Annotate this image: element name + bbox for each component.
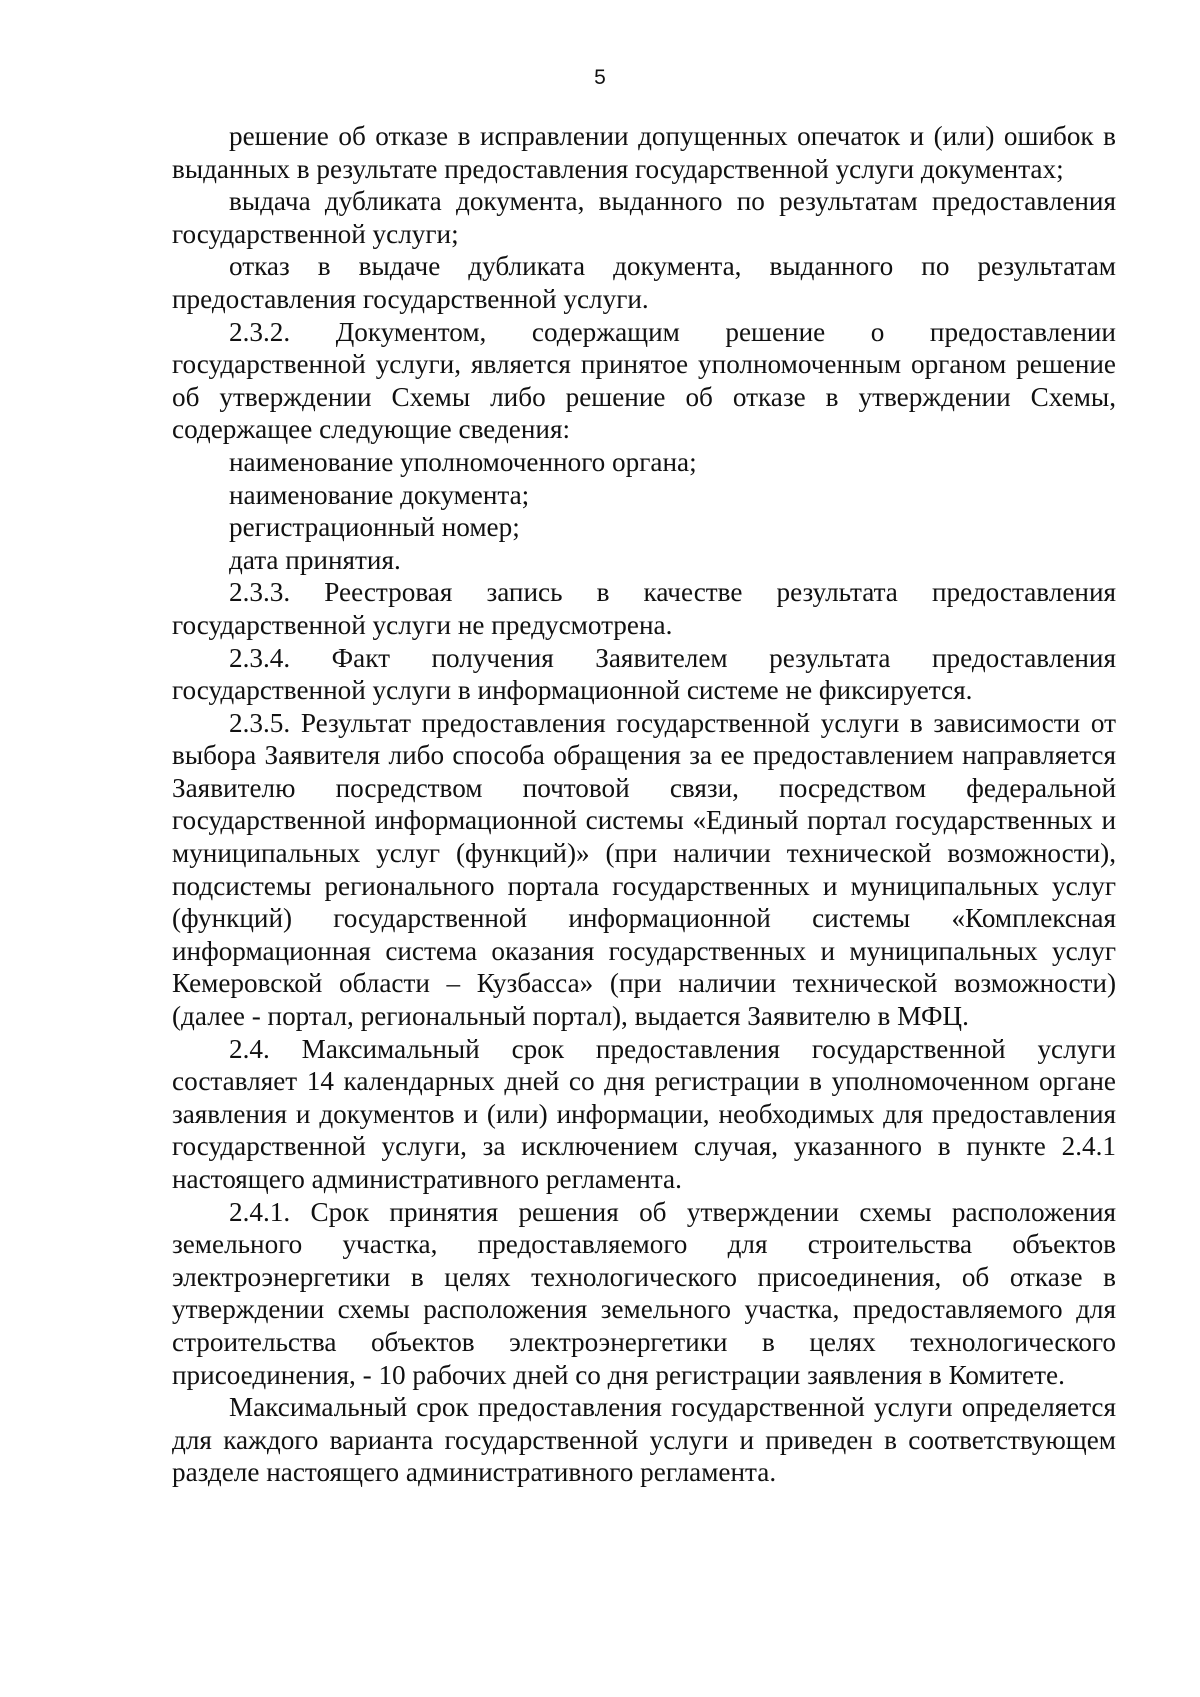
paragraph-2-3-2: 2.3.2. Документом, содержащим решение о предоставлении государственной услуги, является принятое уполномоченным органом решение об утверждении Схемы либо решение об отказе в утверждении Схемы, содержащее следующие сведения:	[172, 316, 1116, 445]
paragraph-2-4-1: 2.4.1. Срок принятия решения об утверждении схемы расположения земельного участка, предоставляемого для строительства объектов электроэнергетики в целях технологического присоединения, об отказе в утверждении схемы расположения земельного участка, предоставляемого для строительства объектов электроэнергетики в целях технологического присоединения, - 10 рабочих дней со дня регистрации заявления в Комитете.	[172, 1196, 1116, 1390]
paragraph-2-4: 2.4. Максимальный срок предоставления государственной услуги составляет 14 календарных дней со дня регистрации в уполномоченном органе заявления и документов и (или) информации, необходимых для предоставления государственной услуги, за исключением случая, указанного в пункте 2.4.1 настоящего административного регламента.	[172, 1033, 1116, 1194]
page-number: 5	[594, 66, 606, 89]
paragraph-max-term: Максимальный срок предоставления государственной услуги определяется для каждого варианта государственной услуги и приведен в соответствующем разделе настоящего административного регламента.	[172, 1392, 1116, 1488]
paragraph-duplicate-issue: выдача дубликата документа, выданного по результатам предоставления государственной услуги;	[172, 186, 1116, 249]
paragraph-2-3-4: 2.3.4. Факт получения Заявителем результата предоставления государственной услуги в информационной системе не фиксируется.	[172, 642, 1116, 706]
paragraph-2-3-3: 2.3.3. Реестровая запись в качестве результата предоставления государственной услуги не предусмотрена.	[172, 577, 1116, 640]
paragraph-2-3-5: 2.3.5. Результат предоставления государственной услуги в зависимости от выбора Заявителя либо способа обращения за ее предоставлением направляется Заявителю посредством почтовой связи, посредством федеральной государственной информационной системы «Единый портал государственных и муниципальных услуг (функций)» (при наличии технической возможности), подсистемы регионального портала государственных и муниципальных услуг (функций) государственной информационной системы «Комплексная информационная система оказания государственных и муниципальных услуг Кемеровской области – Кузбасса» (при наличии технической возможности) (далее - портал, региональный портал), выдается Заявителю в МФЦ.	[172, 707, 1116, 1032]
document-body	[172, 120, 1116, 1489]
list-item-authority-name: наименование уполномоченного органа;	[229, 446, 697, 477]
list-item-adoption-date: дата принятия.	[229, 544, 401, 575]
paragraph-duplicate-refusal: отказ в выдаче дубликата документа, выданного по результатам предоставления государственной услуги.	[172, 251, 1116, 314]
paragraph-refusal-correction: решение об отказе в исправлении допущенных опечаток и (или) ошибок в выданных в результате предоставления государственной услуги документах;	[172, 121, 1116, 184]
list-item-registration-number: регистрационный номер;	[229, 512, 520, 543]
list-item-document-name: наименование документа;	[229, 479, 530, 510]
